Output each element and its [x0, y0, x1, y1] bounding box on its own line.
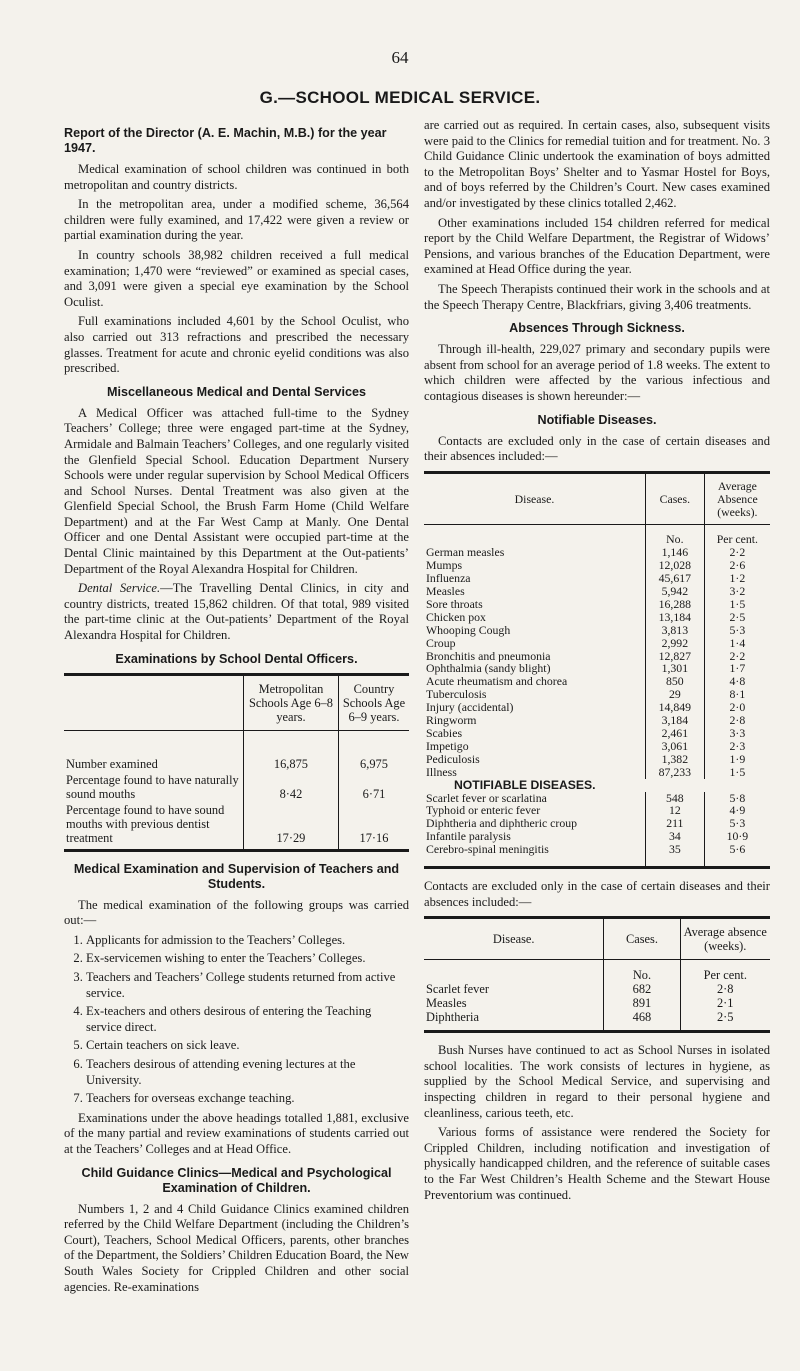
table-row	[424, 572, 770, 585]
row-cases: 35	[645, 843, 704, 867]
row-cases: 16,288	[645, 598, 704, 611]
table-row	[424, 611, 770, 624]
row-disease: Chicken pox	[426, 610, 486, 624]
row-metro: 16,875	[243, 730, 338, 771]
table-row	[424, 804, 770, 817]
table-row	[424, 624, 770, 637]
table-row	[424, 598, 770, 611]
row-average: 3·2	[704, 585, 770, 598]
row-average: 8·1	[704, 688, 770, 701]
row-cases: 34	[645, 830, 704, 843]
row-country: 6·71	[338, 771, 409, 801]
row-country: 6,975	[338, 730, 409, 771]
guidance-heading: Child Guidance Clinics—Medical and Psychological Examination of Children.	[81, 1165, 392, 1195]
unit-cases: No.	[604, 960, 680, 983]
dental-exam-heading: Examinations by School Dental Officers.	[115, 651, 358, 666]
row-cases: 3,184	[645, 714, 704, 727]
paragraph: Numbers 1, 2 and 4 Child Guidance Clinics examined children referred by the Child Welfare Department (including the Children’s Court), Teachers, School Medical Officers, parents, other branches of the Department, the Soldiers’ Children Education Board, the New South Wales Society for Crippled Children and other social agencies. Re-examinations	[64, 1201, 409, 1294]
row-average: 2·5	[704, 611, 770, 624]
row-cases: 1,301	[645, 662, 704, 675]
row-average: 5·3	[704, 624, 770, 637]
groups-list	[64, 933, 409, 1107]
dental-exam-table	[64, 673, 409, 852]
row-disease: Scarlet fever	[426, 982, 489, 997]
row-cases: 87,233	[645, 766, 704, 779]
table-row	[424, 637, 770, 650]
row-disease: Infantile paralysis	[426, 830, 511, 844]
row-disease: Mumps	[426, 559, 463, 573]
row-average: 2·8	[680, 982, 770, 996]
page-number: 64	[391, 48, 409, 67]
row-disease: Cerebro-spinal meningitis	[426, 843, 549, 857]
header-disease: Disease.	[424, 918, 604, 960]
table-row	[424, 843, 770, 867]
paragraph: Contacts are excluded only in the case of certain diseases and their absences included:—	[424, 879, 770, 909]
table-row	[424, 675, 770, 688]
row-cases: 548	[645, 792, 704, 805]
table-row	[424, 727, 770, 740]
row-average: 1·5	[704, 598, 770, 611]
absences-table	[424, 471, 770, 869]
row-cases: 682	[604, 982, 680, 996]
paragraph: Through ill-health, 229,027 primary and secondary pupils were absent from school for an average period of 1.8 weeks. The extent to which children were affected by the various infectious and contagious diseases is shown hereunder:—	[424, 342, 770, 403]
row-cases: 468	[604, 1010, 680, 1032]
row-cases: 12,028	[645, 559, 704, 572]
row-average: 2·5	[680, 1010, 770, 1032]
row-average: 5·6	[704, 843, 770, 867]
table-row	[424, 585, 770, 598]
paragraph: The Speech Therapists continued their work in the schools and at the Speech Therapy Centre, Blackfriars, giving 3,406 treatments.	[424, 281, 770, 312]
row-disease: Influenza	[426, 572, 471, 586]
paragraph	[64, 581, 409, 643]
row-cases: 3,813	[645, 624, 704, 637]
contacts-table	[424, 916, 770, 1033]
notifiable-diseases-subheading: NOTIFIABLE DISEASES.	[454, 777, 596, 792]
row-cases: 12	[645, 804, 704, 817]
row-disease: Pediculosis	[426, 752, 480, 766]
row-disease: Bronchitis and pneumonia	[426, 649, 551, 663]
table-header-metro: Metropolitan Schools Age 6–8 years.	[243, 674, 338, 730]
paragraph: Full examinations included 4,601 by the School Oculist, who also carried out 313 refractions and prescribed the necessary glasses. Treatment for acute and chronic eyelid conditions was also prescribed.	[64, 314, 409, 376]
list-item: 1. Applicants for admission to the Teachers’ Colleges.	[86, 933, 409, 949]
table-row	[424, 546, 770, 559]
paragraph: Other examinations included 154 children referred for medical report by the Child Welfare Department, the Registrar of Widows’ Pensions, and various branches of the Education Department, were examined at Head Office during the year.	[424, 215, 770, 277]
header-cases: Cases.	[604, 918, 680, 960]
header-average: Average absence (weeks).	[680, 918, 770, 960]
paragraph: In the metropolitan area, under a modified scheme, 36,564 children were fully examined, and 17,422 were given a review or partial examination during the year.	[64, 197, 409, 243]
row-cases: 14,849	[645, 701, 704, 714]
table-row	[424, 740, 770, 753]
row-average: 2·2	[704, 650, 770, 663]
row-disease: Acute rheumatism and chorea	[426, 675, 568, 689]
unit-average: Per cent.	[680, 960, 770, 983]
table-header-country: Country Schools Age 6–9 years.	[338, 674, 409, 730]
row-cases: 1,382	[645, 753, 704, 766]
row-disease: Croup	[426, 636, 456, 650]
unit-average: Per cent.	[704, 525, 770, 546]
row-disease: Ophthalmia (sandy blight)	[426, 662, 551, 676]
table-row	[64, 801, 409, 851]
table-row	[424, 996, 770, 1010]
row-average: 1·2	[704, 572, 770, 585]
section-title: G.—SCHOOL MEDICAL SERVICE.	[259, 88, 541, 107]
row-average: 1·4	[704, 637, 770, 650]
paragraph: Bush Nurses have continued to act as School Nurses in isolated school localities. The work consists of lectures in hygiene, as supplied by the School Medical Service, and supervising and inspecting children in regard to their personal hygiene and cleanliness, carious teeth, etc.	[424, 1043, 770, 1120]
table-row	[424, 753, 770, 766]
row-cases: 12,827	[645, 650, 704, 663]
paragraph: are carried out as required. In certain cases, also, subsequent visits were paid to the Clinics for remedial tuition and for treatment. No. 3 Child Guidance Clinic undertook the examination of boys admitted to the Metropolitan Boys’ Shelter and to Yasmar Hostel for Boys, and of boys referred by the Children’s Court. New cases examined and/or investigated by these clinics totalled 2,462.	[424, 118, 770, 210]
row-cases: 850	[645, 675, 704, 688]
list-item: 7. Teachers for overseas exchange teaching.	[86, 1091, 409, 1107]
row-cases: 2,461	[645, 727, 704, 740]
row-cases: 1,146	[645, 546, 704, 559]
paragraph: Examinations under the above headings totalled 1,881, exclusive of the many partial and review examinations of students carried out at the Teachers’ Colleges and at Head Office.	[64, 1110, 409, 1156]
row-metro: 17·29	[243, 801, 338, 851]
row-disease: Measles	[426, 996, 467, 1011]
table-row	[424, 559, 770, 572]
list-item: 5. Certain teachers on sick leave.	[86, 1038, 409, 1054]
row-label: Percentage found to have naturally sound mouths	[66, 772, 239, 801]
row-disease: Measles	[426, 585, 465, 598]
row-cases: 211	[645, 817, 704, 830]
row-average: 10·9	[704, 830, 770, 843]
row-average: 2·2	[704, 546, 770, 559]
row-average: 1·9	[704, 753, 770, 766]
row-cases: 3,061	[645, 740, 704, 753]
table-row	[64, 771, 409, 801]
paragraph: Contacts are excluded only in the case of certain diseases and their absences included:—	[424, 433, 770, 464]
dental-service-label: Dental Service.	[78, 581, 161, 596]
row-average: 2·6	[704, 559, 770, 572]
table-row	[64, 730, 409, 771]
row-label: Percentage found to have sound mouths with previous dentist treatment	[66, 802, 225, 845]
row-average: 3·3	[704, 727, 770, 740]
row-cases: 2,992	[645, 637, 704, 650]
table-row	[424, 662, 770, 675]
row-disease: Tuberculosis	[426, 688, 487, 702]
row-disease: Diphtheria	[426, 1010, 479, 1025]
table-row	[424, 688, 770, 701]
misc-services-heading: Miscellaneous Medical and Dental Services	[107, 384, 366, 399]
row-disease: German measles	[426, 546, 505, 560]
row-average: 4·8	[704, 675, 770, 688]
row-average: 5·3	[704, 817, 770, 830]
list-item: 4. Ex-teachers and others desirous of entering the Teaching service direct.	[86, 1004, 409, 1035]
absences-heading: Absences Through Sickness.	[509, 321, 685, 336]
paragraph: Medical examination of school children was continued in both metropolitan and country districts.	[64, 162, 409, 192]
row-average: 4·9	[704, 804, 770, 817]
row-disease: Scabies	[426, 727, 463, 740]
table-row	[424, 650, 770, 663]
table-row	[424, 982, 770, 996]
list-item: 3. Teachers and Teachers’ College students returned from active service.	[86, 970, 409, 1001]
row-disease: Impetigo	[426, 739, 469, 753]
table-row	[424, 1010, 770, 1032]
row-disease: Whooping Cough	[426, 623, 511, 637]
report-heading: Report of the Director (A. E. Machin, M.B.) for the year 1947.	[64, 126, 387, 155]
paragraph: The medical examination of the following groups was carried out:—	[64, 897, 409, 928]
row-average: 2·1	[680, 996, 770, 1010]
table-header-blank	[64, 674, 243, 730]
notifiable-heading: Notifiable Diseases.	[537, 412, 657, 427]
dental-service-text: —The Travelling Dental Clinics, in city and country districts, treated 15,862 children. Of that total, 989 visited the part-time clinic at the Out-patients’ Department of the Royal Alexandra Hospital for Children.	[64, 581, 409, 643]
row-cases: 891	[604, 996, 680, 1010]
row-disease: Injury (accidental)	[426, 701, 514, 715]
row-label: Number examined	[66, 756, 158, 771]
row-cases: 29	[645, 688, 704, 701]
row-cases: 5,942	[645, 585, 704, 598]
table-row	[424, 792, 770, 805]
row-disease: Sore throats	[426, 597, 483, 611]
row-disease: Typhoid or enteric fever	[426, 804, 541, 818]
row-disease: Illness	[426, 765, 457, 779]
table-row	[424, 766, 770, 779]
row-disease: Scarlet fever or scarlatina	[426, 791, 547, 805]
paragraph: A Medical Officer was attached full-time to the Sydney Teachers’ College; three were engaged part-time at the Sydney, Armidale and Balmain Teachers’ Colleges, and one regularly visited the Glenfield Special School. Education Department Nursery Schools were under regular supervision by School Medical Officers and School Nurses. Dental Treatment was also given at the Glenfield Special School, the Brush Farm Home (Child Welfare Department) and at the Far West Camp at Manly. One Dental Officer and one Dental Assistant were occupied part-time at the Dental Clinic maintained by this Department at the Out-patients’ Department of the Royal Alexandra Hospital for Children.	[64, 405, 409, 576]
row-metro: 8·42	[243, 771, 338, 801]
row-average: 2·0	[704, 701, 770, 714]
header-average: Average Absence (weeks).	[704, 472, 770, 525]
table-row	[424, 830, 770, 843]
table-row	[424, 701, 770, 714]
row-average: 2·3	[704, 740, 770, 753]
left-column	[64, 118, 409, 1299]
list-item: 6. Teachers desirous of attending evening lectures at the University.	[86, 1057, 409, 1088]
list-item: 2. Ex-servicemen wishing to enter the Teachers’ Colleges.	[86, 951, 409, 967]
table-row	[424, 817, 770, 830]
row-average: 5·8	[704, 792, 770, 805]
header-disease: Disease.	[424, 472, 645, 525]
right-column	[424, 118, 770, 1207]
row-average: 1·5	[704, 766, 770, 779]
row-disease: Diphtheria and diphtheric croup	[426, 817, 578, 831]
row-average: 2·8	[704, 714, 770, 727]
row-average: 1·7	[704, 662, 770, 675]
row-cases: 45,617	[645, 572, 704, 585]
paragraph: Various forms of assistance were rendered the Society for Crippled Children, including notification and investigation of physically handicapped children, and the reference of suitable cases to the Far West Children’s Health Scheme and the Stewart House Preventorium was continued.	[424, 1125, 770, 1202]
row-disease: Ringworm	[426, 714, 477, 727]
row-cases: 13,184	[645, 611, 704, 624]
paragraph: In country schools 38,982 children received a full medical examination; 1,470 were “reviewed” or examined as special cases, and 3,091 were given a special eye examination by the School Oculist.	[64, 247, 409, 309]
teachers-heading: Medical Examination and Supervision of Teachers and Students.	[73, 861, 400, 891]
header-cases: Cases.	[645, 472, 704, 525]
unit-cases: No.	[645, 525, 704, 546]
table-row	[424, 714, 770, 727]
row-country: 17·16	[338, 801, 409, 851]
